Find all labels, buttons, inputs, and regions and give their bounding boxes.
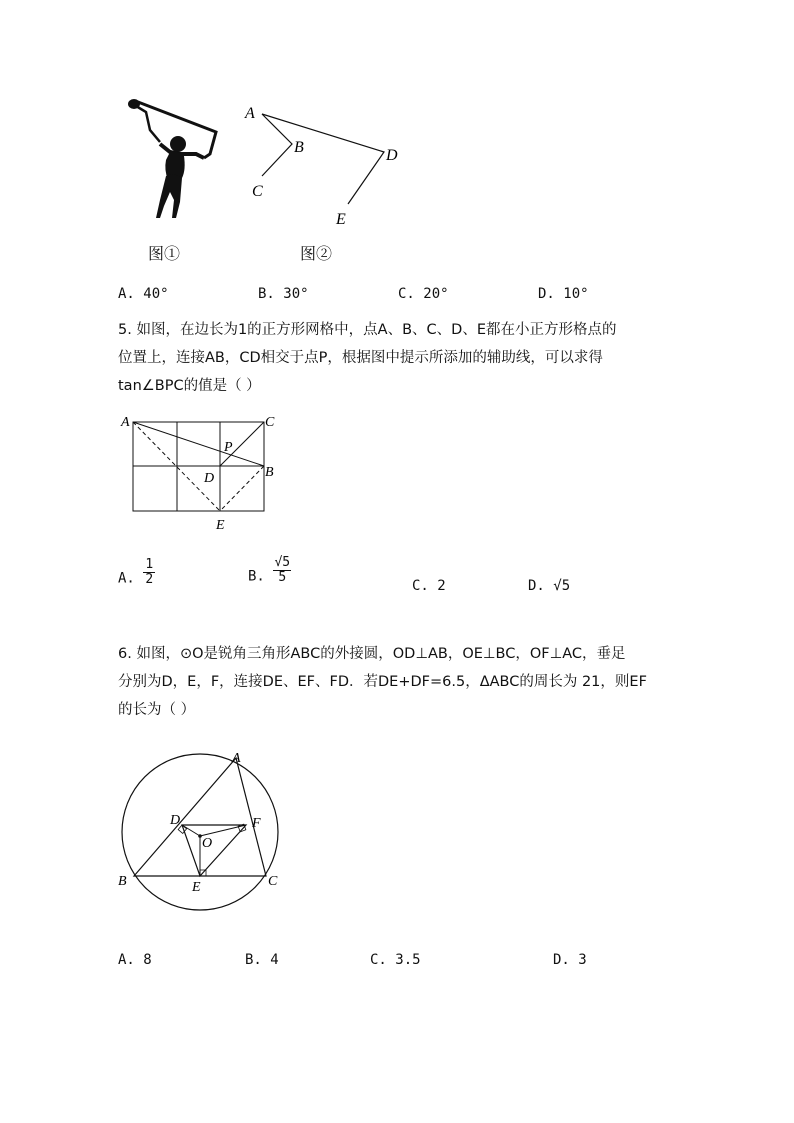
q6-option-a: A. 8 (118, 952, 152, 968)
q5-line-1: 5. 如图，在边长为1的正方形网格中，点A、B、C、D、E都在小正方形格点的 (118, 322, 617, 338)
q4-option-a: A. 40° (118, 286, 169, 302)
q4-option-b: B. 30° (258, 286, 309, 302)
q6-label-A: A (232, 751, 241, 766)
dancer-figure-1 (120, 92, 230, 227)
q6-circle-figure (112, 748, 292, 918)
q4-option-c: C. 20° (398, 286, 449, 302)
q5-question (118, 316, 688, 400)
q5-label-D: D (204, 471, 215, 486)
q6-label-D: D (170, 813, 181, 828)
q6-option-d: D. 3 (553, 952, 587, 968)
q5-label-B: B (265, 465, 274, 480)
figure-1-caption: 图① (148, 244, 181, 263)
q5-grid-figure (115, 408, 285, 538)
q5-option-b: B. $\frac{√5}{5}$ (248, 555, 291, 585)
fig2-label-D: D (386, 147, 398, 164)
q6-label-B: B (118, 874, 127, 889)
q6-option-c: C. 3.5 (370, 952, 421, 968)
q5-label-C: C (265, 415, 275, 430)
q6-label-E: E (192, 880, 201, 895)
q4-option-d: D. 10° (538, 286, 589, 302)
q5-option-d: D. √5 (528, 578, 571, 594)
q6-label-C: C (268, 874, 278, 889)
q6-line-2: 分别为D，E，F，连接DE、EF、FD．若DE+DF=6.5，ΔABC的周长为 21，则EF (118, 674, 647, 690)
q6-question (118, 640, 688, 724)
q5-option-c: C. 2 (412, 578, 446, 594)
fig2-label-E: E (336, 211, 346, 228)
q5-option-a: A. $\frac{1}{2}$ (118, 570, 155, 587)
q5-label-A: A (121, 415, 130, 430)
q6-line-3: 的长为（ ） (118, 702, 196, 718)
q6-option-b: B. 4 (245, 952, 279, 968)
figure-2-caption: 图② (300, 244, 333, 263)
q6-label-O: O (202, 836, 213, 851)
fig2-label-C: C (252, 183, 263, 200)
q5-label-E: E (216, 518, 225, 533)
angle-figure-2 (240, 100, 410, 230)
q6-line-1: 6. 如图，⊙O是锐角三角形ABC的外接圆，OD⊥AB，OE⊥BC，OF⊥AC，垂足 (118, 646, 626, 662)
fig2-label-A: A (245, 105, 255, 122)
q5-line-3: tan∠BPC的值是（ ） (118, 378, 261, 394)
q5-line-2: 位置上，连接AB，CD相交于点P，根据图中提示所添加的辅助线，可以求得 (118, 350, 603, 366)
q6-label-F: F (252, 816, 261, 831)
q5-label-P: P (224, 440, 233, 455)
fig2-label-B: B (294, 139, 304, 156)
